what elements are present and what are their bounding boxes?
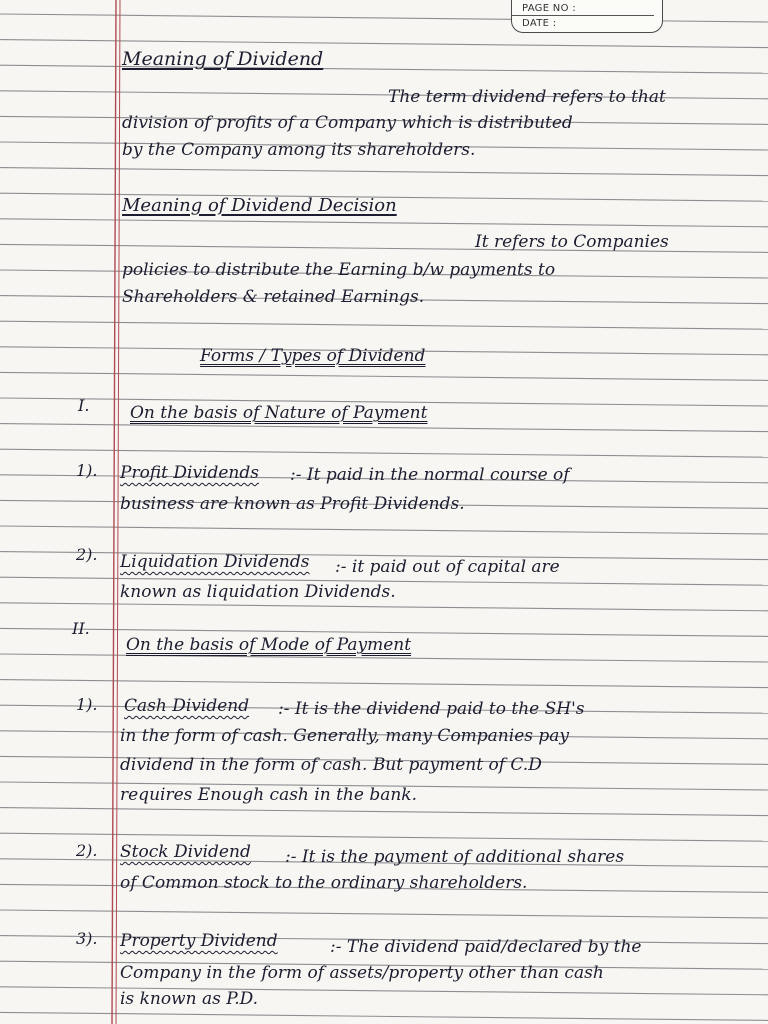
ruled-line <box>0 808 768 816</box>
ruled-line <box>0 654 768 662</box>
heading-forms-types: Forms / Types of Dividend <box>200 346 426 366</box>
date-label: DATE : <box>522 18 557 29</box>
numeral-i: I. <box>78 396 90 415</box>
ruled-line <box>0 910 768 918</box>
dividend-text-line-3: by the Company among its shareholders. <box>122 140 476 160</box>
item-num: 2). <box>76 841 98 860</box>
term-liquidation-dividends: Liquidation Dividends <box>120 552 310 572</box>
property-dividend-text-3: is known as P.D. <box>120 989 259 1009</box>
ruled-line <box>0 424 768 432</box>
page-header-box <box>511 0 663 33</box>
header-divider <box>512 15 654 16</box>
liquidation-dividends-text-2: known as liquidation Dividends. <box>120 582 396 602</box>
item-num: 2). <box>76 545 98 564</box>
decision-text-line-3: Shareholders & retained Earnings. <box>122 287 425 307</box>
item-num: 1). <box>76 461 98 480</box>
cash-dividend-text-2: in the form of cash. Generally, many Companies pay <box>120 726 570 746</box>
heading-nature-of-payment: On the basis of Nature of Payment <box>130 403 428 423</box>
ruled-line <box>0 987 768 995</box>
cash-dividend-text-4: requires Enough cash in the bank. <box>120 785 417 805</box>
stock-dividend-text-1: :- It is the payment of additional shares <box>285 847 625 867</box>
liquidation-dividends-text-1: :- it paid out of capital are <box>335 557 560 577</box>
profit-dividends-text-1: :- It paid in the normal course of <box>290 465 570 485</box>
term-profit-dividends: Profit Dividends <box>120 463 259 483</box>
heading-mode-of-payment: On the basis of Mode of Payment <box>126 635 412 655</box>
page-no-label: PAGE NO : <box>522 3 576 14</box>
heading-dividend-decision: Meaning of Dividend Decision <box>122 195 397 216</box>
item-num: 3). <box>76 929 98 948</box>
decision-text-line-1: It refers to Companies <box>475 232 669 252</box>
margin-line <box>112 0 116 1024</box>
decision-text-line-2: policies to distribute the Earning b/w payments to <box>122 260 556 280</box>
numeral-ii: II. <box>72 619 90 638</box>
profit-dividends-text-2: business are known as Profit Dividends. <box>120 494 465 514</box>
term-stock-dividend: Stock Dividend <box>120 842 251 862</box>
dividend-text-line-1: The term dividend refers to that <box>388 87 666 107</box>
property-dividend-text-1: :- The dividend paid/declared by the <box>330 937 642 957</box>
item-num: 1). <box>76 695 98 714</box>
ruled-line <box>0 833 768 841</box>
dividend-text-line-2: division of profits of a Company which is distributed <box>122 113 573 133</box>
stock-dividend-text-2: of Common stock to the ordinary shareholders. <box>120 873 528 893</box>
cash-dividend-text-3: dividend in the form of cash. But payment of C.D <box>120 755 542 775</box>
heading-meaning-of-dividend: Meaning of Dividend <box>122 48 324 70</box>
ruled-line <box>0 603 768 611</box>
term-cash-dividend: Cash Dividend <box>124 696 250 716</box>
term-property-dividend: Property Dividend <box>120 931 278 951</box>
cash-dividend-text-1: :- It is the dividend paid to the SH's <box>278 699 585 719</box>
ruled-line <box>0 526 768 534</box>
ruled-line <box>0 680 768 688</box>
property-dividend-text-2: Company in the form of assets/property other than cash <box>120 963 604 983</box>
ruled-line <box>0 449 768 457</box>
ruled-line <box>0 1012 768 1020</box>
